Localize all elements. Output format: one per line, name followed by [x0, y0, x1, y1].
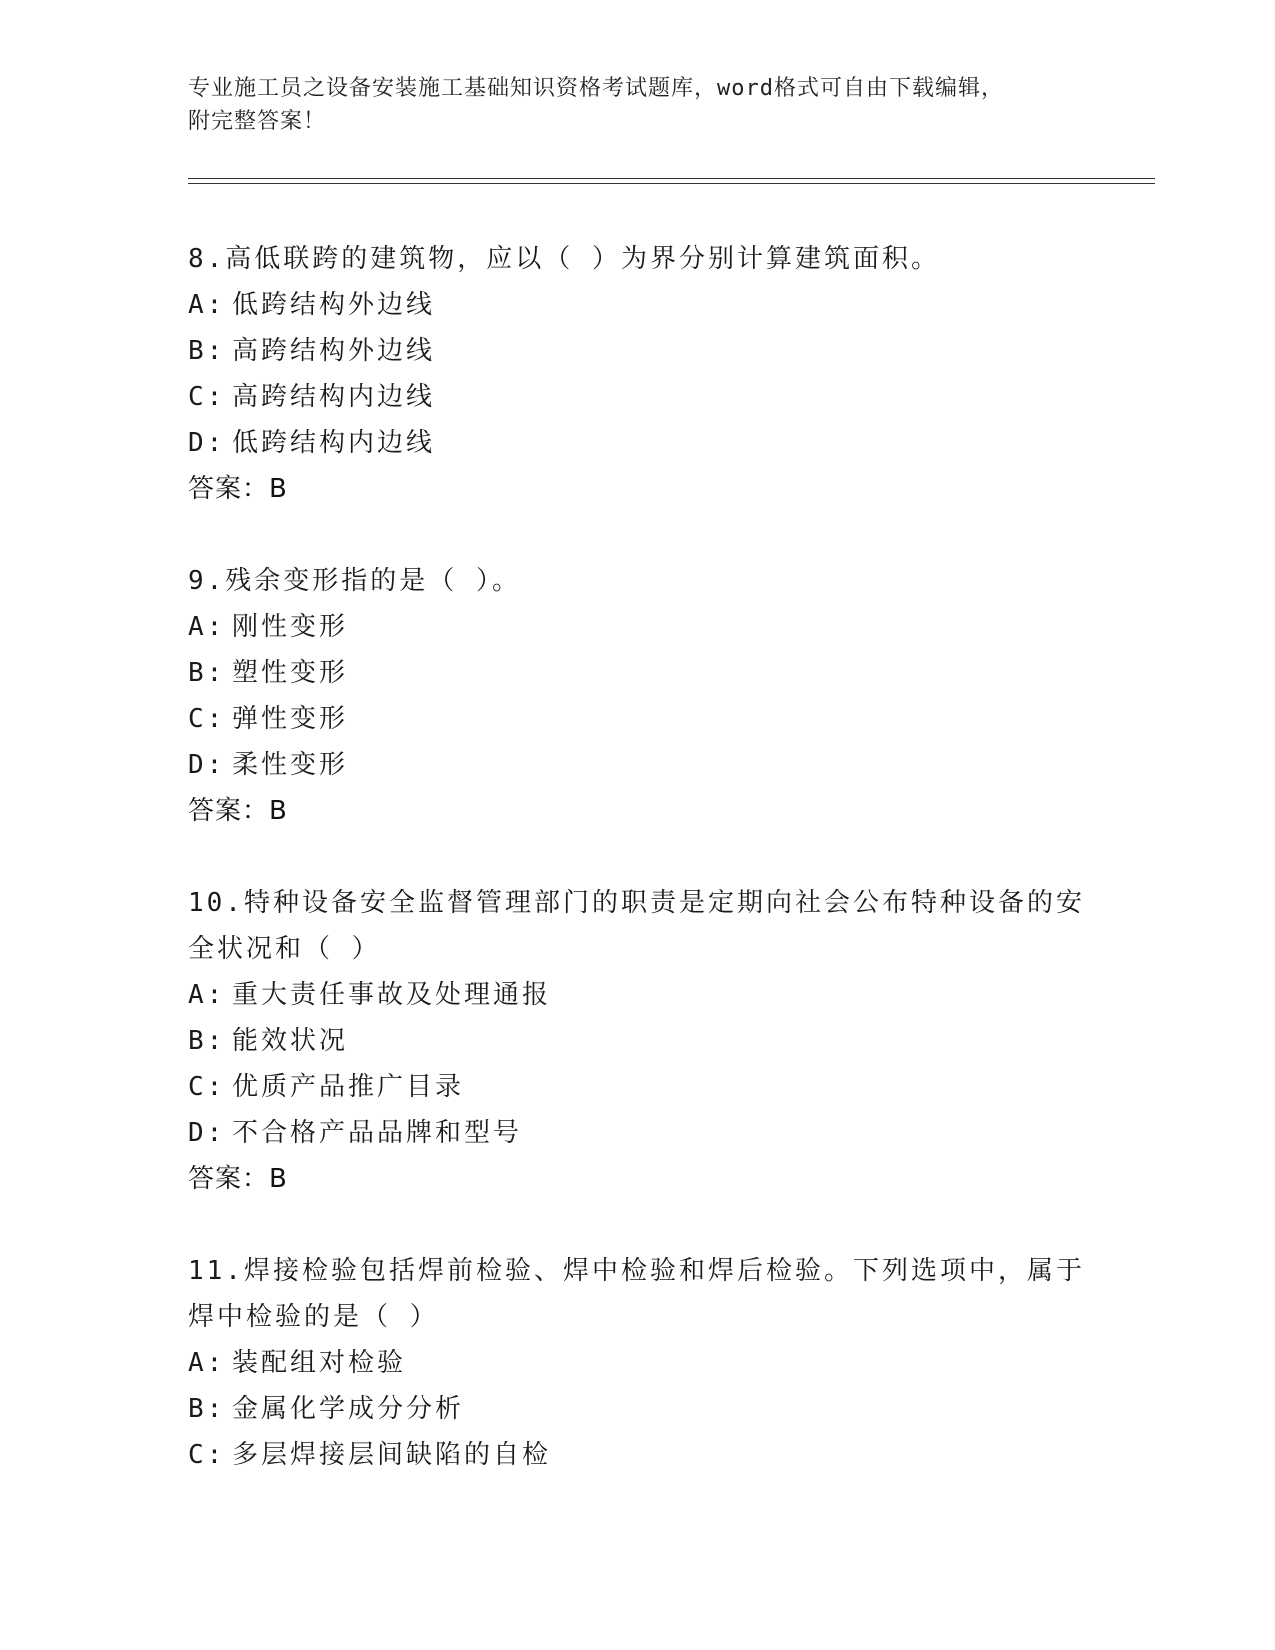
answer-line: 答案：B — [188, 796, 288, 826]
option-text: 重大责任事故及处理通报 — [232, 980, 552, 1010]
option-b — [188, 328, 1088, 374]
question-8 — [188, 236, 1088, 512]
question-10 — [188, 880, 1088, 1202]
option-letter: A: — [188, 1348, 226, 1378]
option-c — [188, 1432, 1088, 1478]
option-b — [188, 1386, 1088, 1432]
answer-line: 答案：B — [188, 1164, 288, 1194]
option-d — [188, 420, 1088, 466]
option-text: 多层焊接层间缺陷的自检 — [232, 1440, 552, 1470]
header-divider — [188, 178, 1155, 184]
question-stem: 8.高低联跨的建筑物，应以（ ）为界分别计算建筑面积。 — [188, 244, 940, 274]
option-d — [188, 1110, 1088, 1156]
option-a — [188, 1340, 1088, 1386]
question-11 — [188, 1248, 1088, 1478]
question-stem: 10.特种设备安全监督管理部门的职责是定期向社会公布特种设备的安全状况和（ ） — [188, 888, 1085, 964]
option-c — [188, 1064, 1088, 1110]
option-letter: B: — [188, 1026, 226, 1056]
option-a — [188, 972, 1088, 1018]
option-d — [188, 742, 1088, 788]
option-text: 能效状况 — [232, 1026, 349, 1056]
option-letter: B: — [188, 658, 226, 688]
option-letter: C: — [188, 1072, 226, 1102]
option-letter: C: — [188, 382, 226, 412]
option-letter: D: — [188, 750, 226, 780]
option-letter: A: — [188, 290, 226, 320]
option-text: 优质产品推广目录 — [232, 1072, 465, 1102]
option-text: 塑性变形 — [232, 658, 349, 688]
option-letter: B: — [188, 1394, 226, 1424]
option-letter: A: — [188, 612, 226, 642]
option-text: 弹性变形 — [232, 704, 349, 734]
option-b — [188, 1018, 1088, 1064]
option-letter: D: — [188, 1118, 226, 1148]
document-header — [188, 72, 1088, 138]
option-text: 高跨结构内边线 — [232, 382, 436, 412]
option-text: 不合格产品品牌和型号 — [232, 1118, 523, 1148]
option-b — [188, 650, 1088, 696]
option-text: 高跨结构外边线 — [232, 336, 436, 366]
option-letter: D: — [188, 428, 226, 458]
option-letter: A: — [188, 980, 226, 1010]
option-text: 柔性变形 — [232, 750, 349, 780]
question-9 — [188, 558, 1088, 834]
option-text: 金属化学成分分析 — [232, 1394, 465, 1424]
question-list — [188, 236, 1088, 1524]
option-text: 低跨结构内边线 — [232, 428, 436, 458]
option-letter: C: — [188, 704, 226, 734]
option-text: 低跨结构外边线 — [232, 290, 436, 320]
question-stem: 9.残余变形指的是（ ）。 — [188, 566, 521, 596]
option-a — [188, 604, 1088, 650]
option-text: 装配组对检验 — [232, 1348, 407, 1378]
question-stem: 11.焊接检验包括焊前检验、焊中检验和焊后检验。下列选项中，属于焊中检验的是（ ） — [188, 1256, 1085, 1332]
option-letter: C: — [188, 1440, 226, 1470]
option-c — [188, 374, 1088, 420]
header-line-2: 附完整答案！ — [188, 109, 327, 134]
option-letter: B: — [188, 336, 226, 366]
option-c — [188, 696, 1088, 742]
option-a — [188, 282, 1088, 328]
answer-line: 答案：B — [188, 474, 288, 504]
header-line-1: 专业施工员之设备安装施工基础知识资格考试题库，word格式可自由下载编辑， — [188, 76, 1004, 101]
option-text: 刚性变形 — [232, 612, 349, 642]
